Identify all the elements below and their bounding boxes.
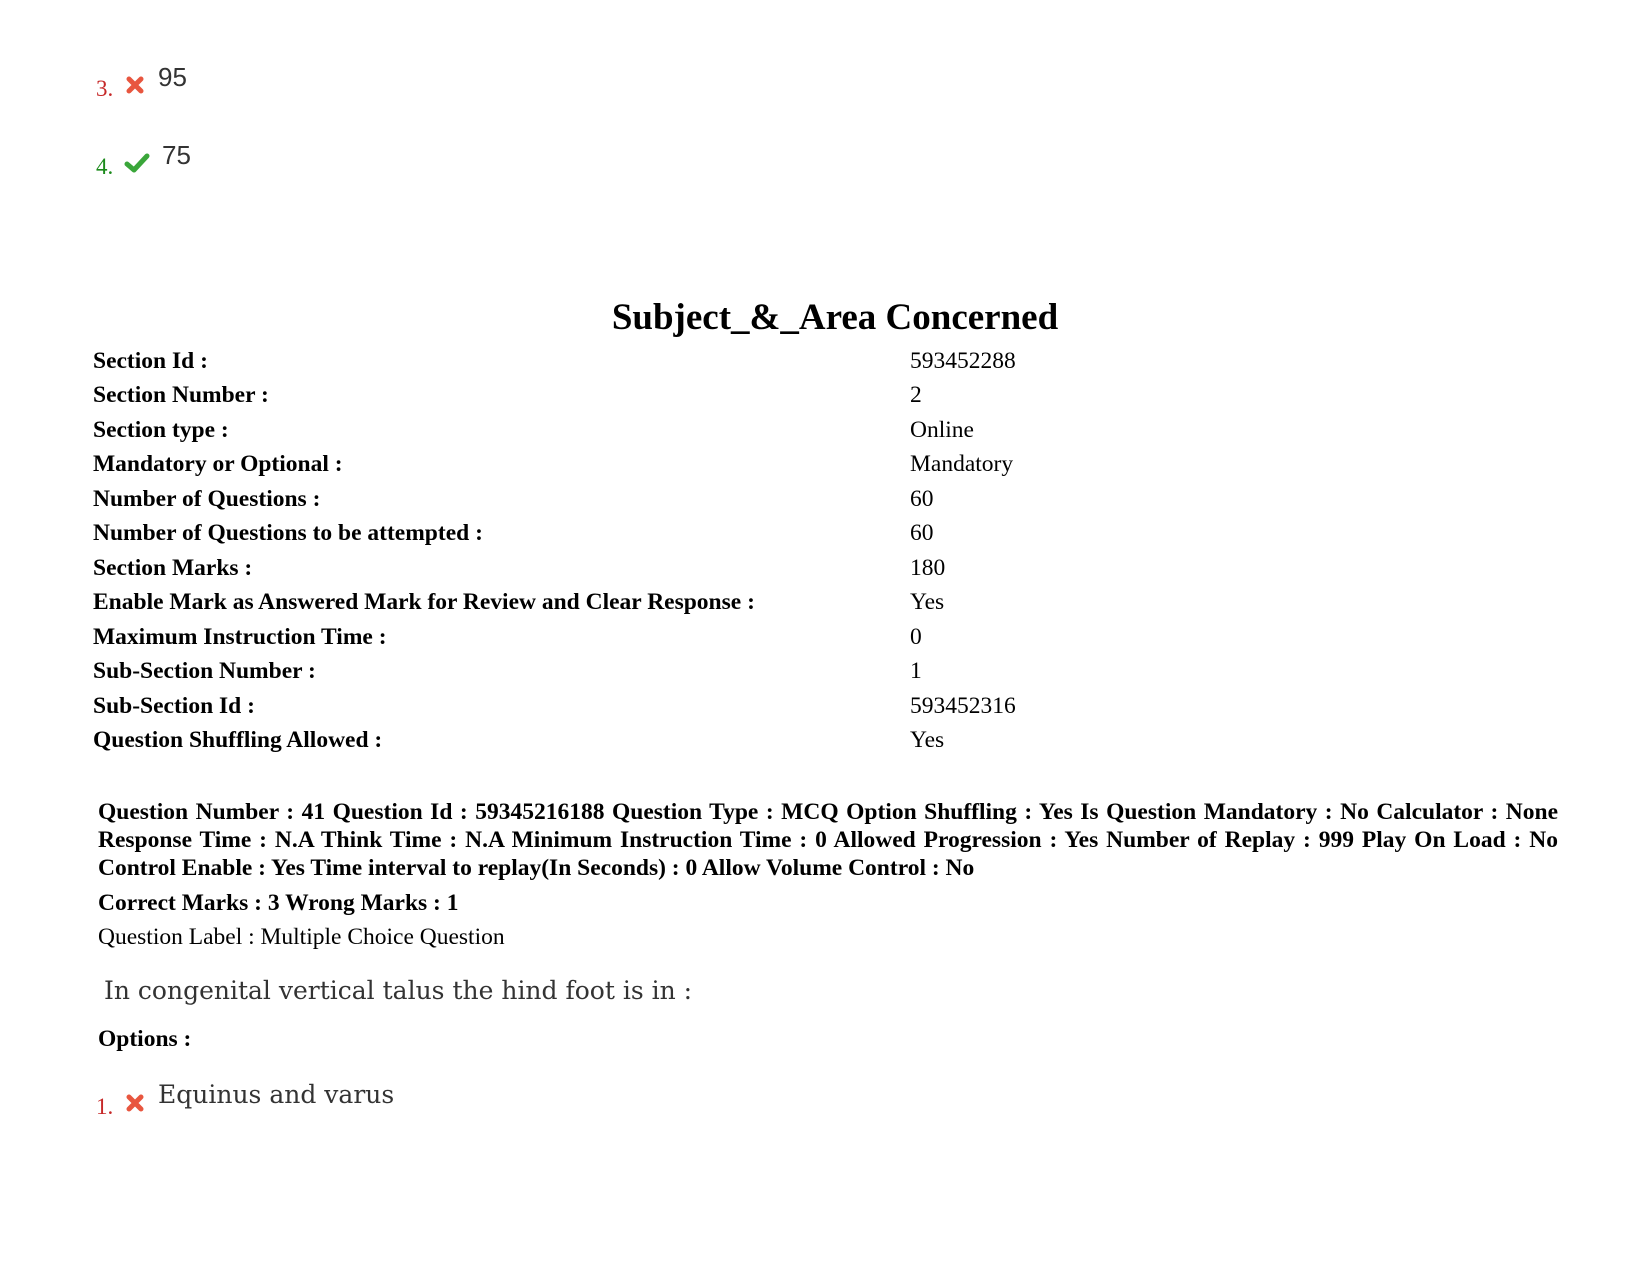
section-row: [93, 689, 1016, 724]
section-row-label: Sub-Section Id :: [93, 692, 255, 719]
section-row-label: Section Marks :: [93, 554, 253, 581]
section-row: [93, 379, 1016, 414]
section-row-label: Number of Questions :: [93, 485, 321, 512]
section-row: [93, 517, 1016, 552]
question-text: In congenital vertical talus the hind foot is in :: [104, 976, 693, 1005]
section-row: [93, 655, 1016, 690]
option-text: 95: [158, 62, 187, 92]
section-row-label: Enable Mark as Answered Mark for Review and Clear Response :: [93, 589, 755, 616]
section-row-value: Mandatory: [910, 451, 1014, 478]
section-details-table: [93, 344, 1016, 758]
section-row-value: 60: [910, 485, 934, 512]
section-row-label: Maximum Instruction Time :: [93, 623, 387, 650]
section-row-label: Mandatory or Optional :: [93, 451, 343, 478]
section-row-value: 1: [910, 658, 922, 685]
section-row-value: 2: [910, 382, 922, 409]
section-row-label: Section Number :: [93, 382, 269, 409]
section-row-label: Number of Questions to be attempted :: [93, 520, 483, 547]
section-row-value: 180: [910, 554, 946, 581]
section-row: [93, 413, 1016, 448]
option-row-1: [96, 1080, 394, 1120]
option-text: 75: [162, 140, 191, 170]
section-row: [93, 482, 1016, 517]
section-title: Subject_&_Area Concerned: [611, 297, 1059, 338]
section-row: [93, 620, 1016, 655]
section-row-label: Question Shuffling Allowed :: [93, 727, 383, 754]
section-row-label: Section Id :: [93, 347, 208, 374]
section-row-value: 60: [910, 520, 934, 547]
section-row-value: 593452316: [910, 692, 1016, 719]
option-number: 4.: [96, 154, 114, 179]
section-row-value: 0: [910, 623, 922, 650]
section-row: [93, 586, 1016, 621]
option-row-4: [96, 140, 191, 180]
section-row: [93, 448, 1016, 483]
question-metadata: Question Number : 41 Question Id : 59345216188 Question Type : MCQ Option Shuffling : Yes Is Question Mandatory : No Calculator : None Response Time : N.A Think Time : N.A Minimum Instruction Time : 0 Allowed Progression : Yes Number of Replay : 999 Play On Load : No Control Enable : Yes Time interval to replay(In Seconds) : 0 Allow Volume Control : No: [98, 799, 1558, 881]
option-number: 1.: [96, 1094, 114, 1119]
cross-icon: [124, 1092, 146, 1114]
cross-icon: [124, 74, 146, 96]
question-marks: Correct Marks : 3 Wrong Marks : 1: [98, 890, 459, 916]
check-icon: [124, 152, 150, 174]
section-row: [93, 724, 1016, 759]
section-row-value: Yes: [910, 727, 945, 754]
section-row-value: Yes: [910, 589, 945, 616]
question-label: Question Label : Multiple Choice Question: [98, 924, 505, 950]
section-row-label: Sub-Section Number :: [93, 658, 316, 685]
options-label: Options :: [98, 1026, 192, 1052]
option-text: Equinus and varus: [158, 1080, 395, 1109]
section-row: [93, 551, 1016, 586]
option-row-3: [96, 62, 187, 102]
section-row-value: 593452288: [910, 347, 1016, 374]
section-row-label: Section type :: [93, 416, 229, 443]
section-row: [93, 344, 1016, 379]
option-number: 3.: [96, 76, 114, 101]
section-row-value: Online: [910, 416, 974, 443]
